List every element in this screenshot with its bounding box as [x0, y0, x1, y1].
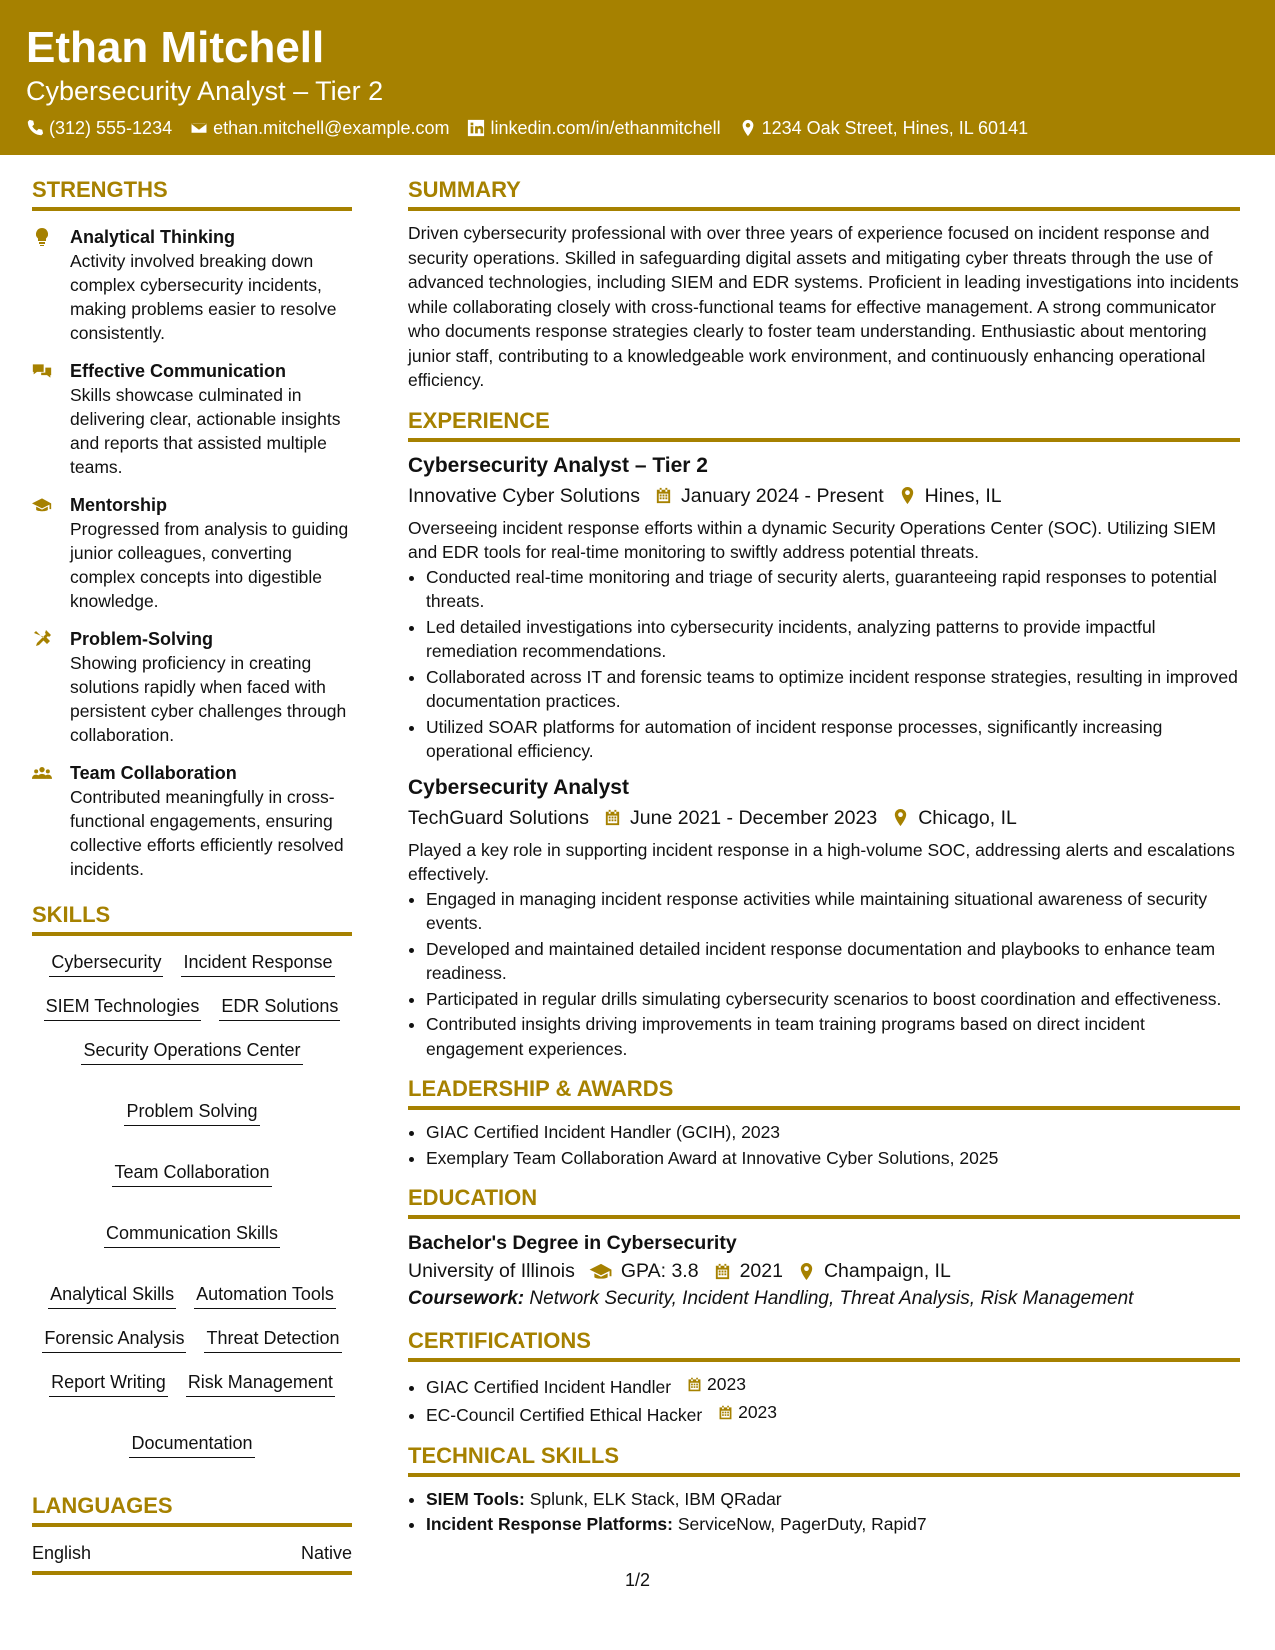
job-bullet: • Conducted real-time monitoring and triage of security alerts, guaranteeing rapid responses to potential threats.	[426, 565, 1240, 614]
strength-item	[32, 761, 352, 881]
languages-heading: LANGUAGES	[32, 1492, 352, 1527]
education-section	[408, 1184, 1240, 1313]
strength-desc: Progressed from analysis to guiding junior colleagues, converting complex concepts into digestible knowledge.	[70, 519, 349, 611]
leadership-item: • Exemplary Team Collaboration Award at Innovative Cyber Solutions, 2025	[426, 1146, 1240, 1171]
school-location: Champaign, IL	[823, 1260, 951, 1282]
candidate-role: Cybersecurity Analyst – Tier 2	[26, 76, 384, 106]
skills-heading: SKILLS	[32, 901, 352, 936]
leadership-item: • GIAC Certified Incident Handler (GCIH), 2023	[426, 1120, 1240, 1145]
calendar-icon	[654, 486, 673, 505]
degree-title: Bachelor's Degree in Cybersecurity	[408, 1232, 737, 1254]
strengths-list	[32, 225, 352, 881]
skill-tag: Security Operations Center	[81, 1038, 302, 1065]
contact-linkedin[interactable]	[467, 116, 720, 140]
school-name: University of Illinois	[408, 1260, 575, 1282]
left-column	[32, 176, 352, 1575]
linkedin-icon	[467, 119, 485, 137]
technical-skills-heading: TECHNICAL SKILLS	[408, 1442, 1240, 1477]
phone-icon	[26, 119, 44, 137]
language-level: Native	[300, 1543, 352, 1563]
job-description: Played a key role in supporting incident response in a high-volume SOC, addressing alerts and escalations effectively.	[408, 839, 1235, 884]
team-icon	[32, 763, 52, 783]
job-entry	[408, 774, 1240, 1062]
skill-tag: Problem Solving	[124, 1099, 259, 1126]
map-pin-icon	[891, 808, 910, 827]
chat-bubbles-icon	[32, 361, 52, 381]
strength-title: Effective Communication	[70, 361, 287, 381]
certification-year: 2023	[738, 1402, 778, 1423]
strengths-heading: STRENGTHS	[32, 176, 352, 211]
strength-desc: Contributed meaningfully in cross-functional engagements, ensuring collective efforts efficiently resolved incidents.	[70, 787, 344, 879]
job-bullet: • Collaborated across IT and forensic teams to optimize incident response strategies, resulting in improved documentation practices.	[426, 665, 1240, 714]
job-bullet: • Utilized SOAR platforms for automation of incident response processes, significantly increasing operational efficiency.	[426, 715, 1240, 764]
technical-skill-value: ServiceNow, PagerDuty, Rapid7	[677, 1514, 927, 1534]
leadership-section	[408, 1075, 1240, 1170]
strength-title: Mentorship	[70, 495, 167, 515]
strength-desc: Skills showcase culminated in delivering clear, actionable insights and reports that assisted multiple teams.	[70, 385, 341, 477]
skills-list	[32, 950, 352, 1458]
skill-tag: SIEM Technologies	[44, 994, 202, 1021]
strength-item	[32, 493, 352, 613]
certification-name: EC-Council Certified Ethical Hacker	[426, 1405, 703, 1425]
strength-item	[32, 359, 352, 479]
skill-tag: Forensic Analysis	[42, 1326, 186, 1353]
summary-text: Driven cybersecurity professional with over three years of experience focused on incident response and security operations. Skilled in safeguarding digital assets and mitigating cyber threats through the use of advanced technologies, including SIEM and EDR systems. Proficient in leading investigations into incidents while collaborating closely with cross-functional teams for effective management. A strong communicator who documents response strategies clearly to foster team understanding. Enthusiastic about mentoring junior staff, contributing to a knowledgeable work environment, and continuously enhancing operational efficiency.	[408, 223, 1239, 390]
education-heading: EDUCATION	[408, 1184, 1240, 1219]
job-bullet: • Developed and maintained detailed incident response documentation and playbooks to enhance team readiness.	[426, 937, 1240, 986]
summary-heading: SUMMARY	[408, 176, 1240, 211]
job-location: Hines, IL	[924, 484, 1002, 507]
certification-year: 2023	[707, 1374, 746, 1394]
technical-skills-list	[408, 1487, 1240, 1537]
skill-tag: Report Writing	[49, 1370, 168, 1397]
job-title: Cybersecurity Analyst	[408, 775, 629, 799]
job-bullet: • Contributed insights driving improvements in team training programs based on direct incident engagement experiences.	[426, 1012, 1240, 1061]
language-name: English	[32, 1543, 92, 1563]
job-bullets	[408, 565, 1240, 764]
skill-tag: EDR Solutions	[219, 994, 340, 1021]
linkedin-text: linkedin.com/in/ethanmitchell	[490, 118, 721, 138]
technical-skill-value: Splunk, ELK Stack, IBM QRadar	[529, 1488, 782, 1509]
job-bullet: • Engaged in managing incident response activities while maintaining situational awareness of security events.	[426, 887, 1240, 936]
technical-skill-item	[426, 1487, 1240, 1512]
skill-tag: Documentation	[129, 1431, 254, 1458]
summary-section	[408, 176, 1240, 393]
resume-header	[0, 0, 1275, 155]
skill-tag: Team Collaboration	[112, 1160, 271, 1187]
strength-item	[32, 225, 352, 345]
job-description: Overseeing incident response efforts within a dynamic Security Operations Center (SOC). Utilizing SIEM and EDR tools for real-time monitoring to swiftly address potential threats.	[408, 517, 1216, 562]
leadership-heading: LEADERSHIP & AWARDS	[408, 1075, 1240, 1110]
map-pin-icon	[739, 119, 757, 137]
coursework-list: Network Security, Incident Handling, Threat Analysis, Risk Management	[529, 1288, 1134, 1309]
experience-heading: EXPERIENCE	[408, 407, 1240, 442]
calendar-icon	[686, 1376, 703, 1393]
strength-desc: Activity involved breaking down complex cybersecurity incidents, making problems easier to resolve consistently.	[70, 251, 337, 343]
phone-text: (312) 555-1234	[49, 118, 173, 138]
technical-skill-item	[426, 1512, 1240, 1537]
strength-desc: Showing proficiency in creating solutions rapidly when faced with persistent cyber challenges through collaboration.	[70, 653, 347, 745]
skill-tag: Communication Skills	[104, 1221, 280, 1248]
map-pin-icon	[898, 486, 917, 505]
certifications-section	[408, 1327, 1240, 1428]
graduation-cap-icon	[32, 495, 52, 515]
job-entry	[408, 452, 1240, 764]
contact-address	[739, 116, 1029, 140]
job-bullet: • Participated in regular drills simulating cybersecurity scenarios to boost coordination and effectiveness.	[426, 987, 1240, 1012]
calendar-icon	[717, 1404, 734, 1421]
certifications-list	[408, 1372, 1240, 1428]
coursework-label: Coursework:	[408, 1288, 525, 1309]
education-meta	[408, 1257, 1240, 1285]
certification-name: GIAC Certified Incident Handler	[426, 1376, 672, 1397]
strength-item	[32, 627, 352, 747]
technical-skill-label: Incident Response Platforms:	[426, 1514, 673, 1534]
skill-tag: Threat Detection	[204, 1326, 341, 1353]
skill-tag: Incident Response	[181, 950, 334, 977]
job-dates: June 2021 - December 2023	[630, 806, 878, 829]
job-meta	[408, 804, 1240, 832]
certification-item	[426, 1400, 1240, 1427]
map-pin-icon	[797, 1262, 816, 1281]
technical-skill-label: SIEM Tools:	[426, 1488, 525, 1509]
grad-year: 2021	[739, 1260, 783, 1282]
gpa: GPA: 3.8	[620, 1260, 699, 1282]
calendar-icon	[603, 808, 622, 827]
envelope-icon	[190, 119, 208, 137]
technical-skills-section	[408, 1442, 1240, 1537]
tools-icon	[32, 629, 52, 649]
skill-tag: Automation Tools	[194, 1282, 336, 1309]
certification-item	[426, 1372, 1240, 1399]
graduation-cap-icon	[589, 1262, 613, 1281]
skill-tag: Analytical Skills	[48, 1282, 176, 1309]
contact-email[interactable]	[190, 116, 449, 140]
coursework	[408, 1285, 1240, 1313]
job-meta	[408, 482, 1240, 510]
company-name: Innovative Cyber Solutions	[408, 484, 640, 507]
calendar-icon	[713, 1262, 732, 1281]
candidate-name: Ethan Mitchell	[26, 23, 325, 72]
skill-tag: Risk Management	[186, 1370, 335, 1397]
email-text: ethan.mitchell@example.com	[213, 118, 450, 138]
company-name: TechGuard Solutions	[408, 806, 590, 829]
job-title: Cybersecurity Analyst – Tier 2	[408, 453, 708, 477]
skill-tag: Cybersecurity	[49, 950, 163, 977]
page-number: 1/2	[624, 1570, 651, 1590]
contact-phone[interactable]	[26, 116, 172, 140]
lightbulb-icon	[32, 227, 52, 247]
strength-title: Analytical Thinking	[70, 227, 236, 247]
address-text: 1234 Oak Street, Hines, IL 60141	[761, 118, 1029, 138]
strength-title: Problem-Solving	[70, 629, 214, 649]
certifications-heading: CERTIFICATIONS	[408, 1327, 1240, 1362]
right-column	[408, 176, 1240, 1551]
job-bullet: • Led detailed investigations into cybersecurity incidents, analyzing patterns to provide impactful remediation recommendations.	[426, 615, 1240, 664]
job-location: Chicago, IL	[918, 806, 1017, 829]
leadership-list	[408, 1120, 1240, 1170]
strength-title: Team Collaboration	[70, 763, 237, 783]
job-dates: January 2024 - Present	[680, 484, 884, 507]
experience-section	[408, 407, 1240, 1062]
job-bullets	[408, 887, 1240, 1062]
contact-bar	[26, 116, 1028, 140]
